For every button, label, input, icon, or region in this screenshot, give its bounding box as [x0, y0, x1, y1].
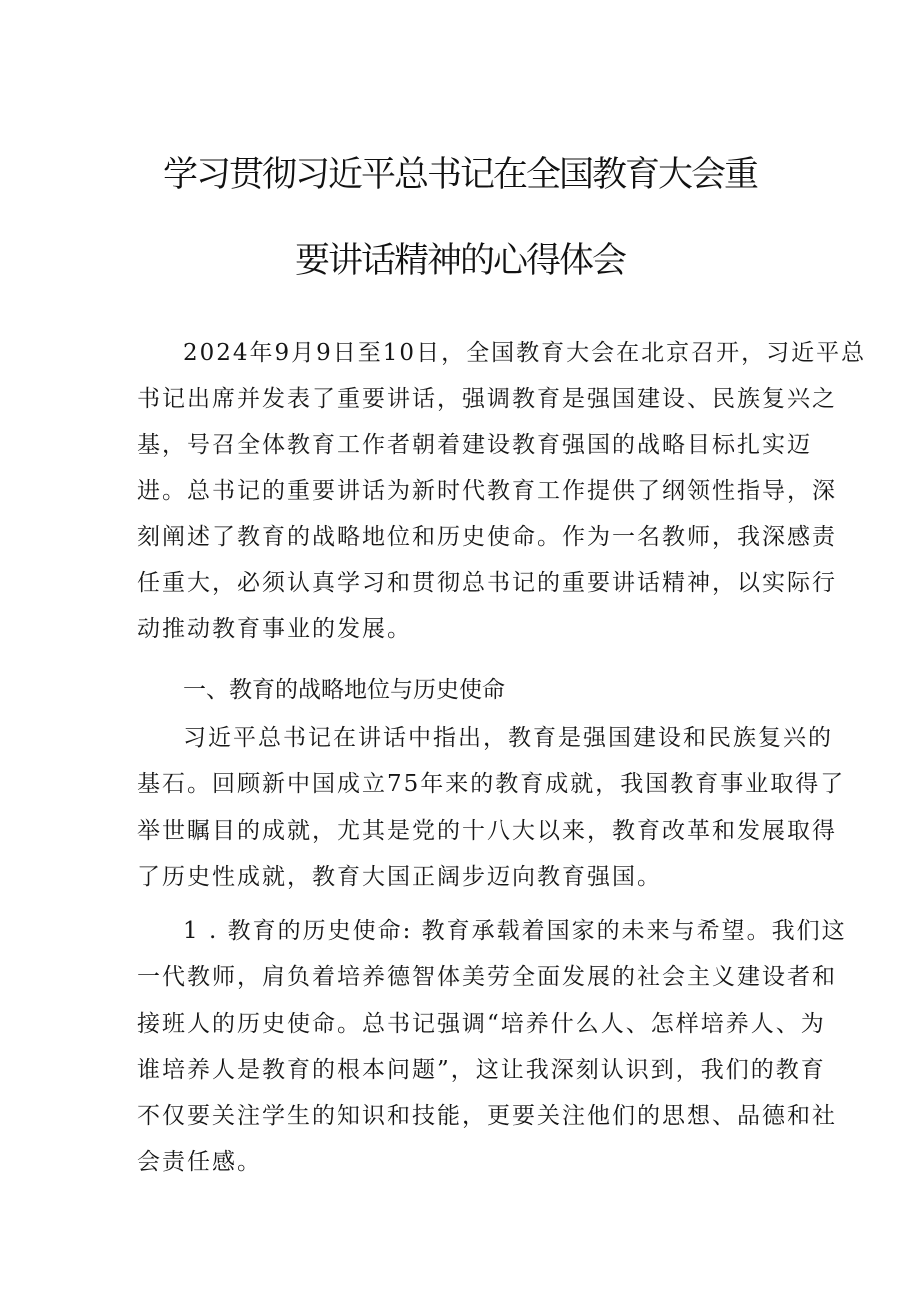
paragraph-3-line-1: 1 . 教育的历史使命: 教育承载着国家的未来与希望。我们这: [183, 918, 847, 944]
paragraph-3-line-6: 会责任感。: [137, 1149, 262, 1175]
paragraph-3-line-2: 一代教师，肩负着培养德智体美劳全面发展的社会主义建设者和: [137, 964, 837, 990]
paragraph-2-line-4: 了历史性成就，教育大国正阔步迈向教育强国。: [137, 864, 662, 890]
document-title-line-2: 要讲话精神的心得体会: [294, 241, 625, 281]
paragraph-3-line-5: 不仅要关注学生的知识和技能，更要关注他们的思想、品德和社: [137, 1103, 837, 1129]
paragraph-1-line-1: 2024年9月9日至10日，全国教育大会在北京召开，习近平总: [183, 340, 867, 366]
document-title-line-1: 学习贯彻习近平总书记在全国教育大会重: [162, 155, 757, 195]
paragraph-3-line-3: 接班人的历史使命。总书记强调“培养什么人、怎样培养人、为: [137, 1011, 826, 1037]
paragraph-1-line-7: 动推动教育事业的发展。: [137, 616, 412, 642]
paragraph-1-line-4: 进。总书记的重要讲话为新时代教育工作提供了纲领性指导，深: [137, 478, 837, 504]
paragraph-1-line-3: 基，号召全体教育工作者朝着建设教育强国的战略目标扎实迈: [137, 432, 812, 458]
section-1-heading: 一、教育的战略地位与历史使命: [183, 677, 505, 703]
paragraph-2-line-3: 举世瞩目的成就，尤其是党的十八大以来，教育改革和发展取得: [137, 818, 837, 844]
paragraph-2-line-2: 基石。回顾新中国成立75年来的教育成就，我国教育事业取得了: [137, 771, 846, 797]
paragraph-2-line-1: 习近平总书记在讲话中指出，教育是强国建设和民族复兴的: [183, 725, 833, 751]
paragraph-3-line-4: 谁培养人是教育的根本问题”，这让我深刻认识到，我们的教育: [137, 1057, 826, 1083]
paragraph-1-line-6: 任重大，必须认真学习和贯彻总书记的重要讲话精神，以实际行: [137, 570, 837, 596]
paragraph-1-line-5: 刻阐述了教育的战略地位和历史使命。作为一名教师，我深感责: [137, 524, 837, 550]
paragraph-1-line-2: 书记出席并发表了重要讲话，强调教育是强国建设、民族复兴之: [137, 386, 837, 412]
